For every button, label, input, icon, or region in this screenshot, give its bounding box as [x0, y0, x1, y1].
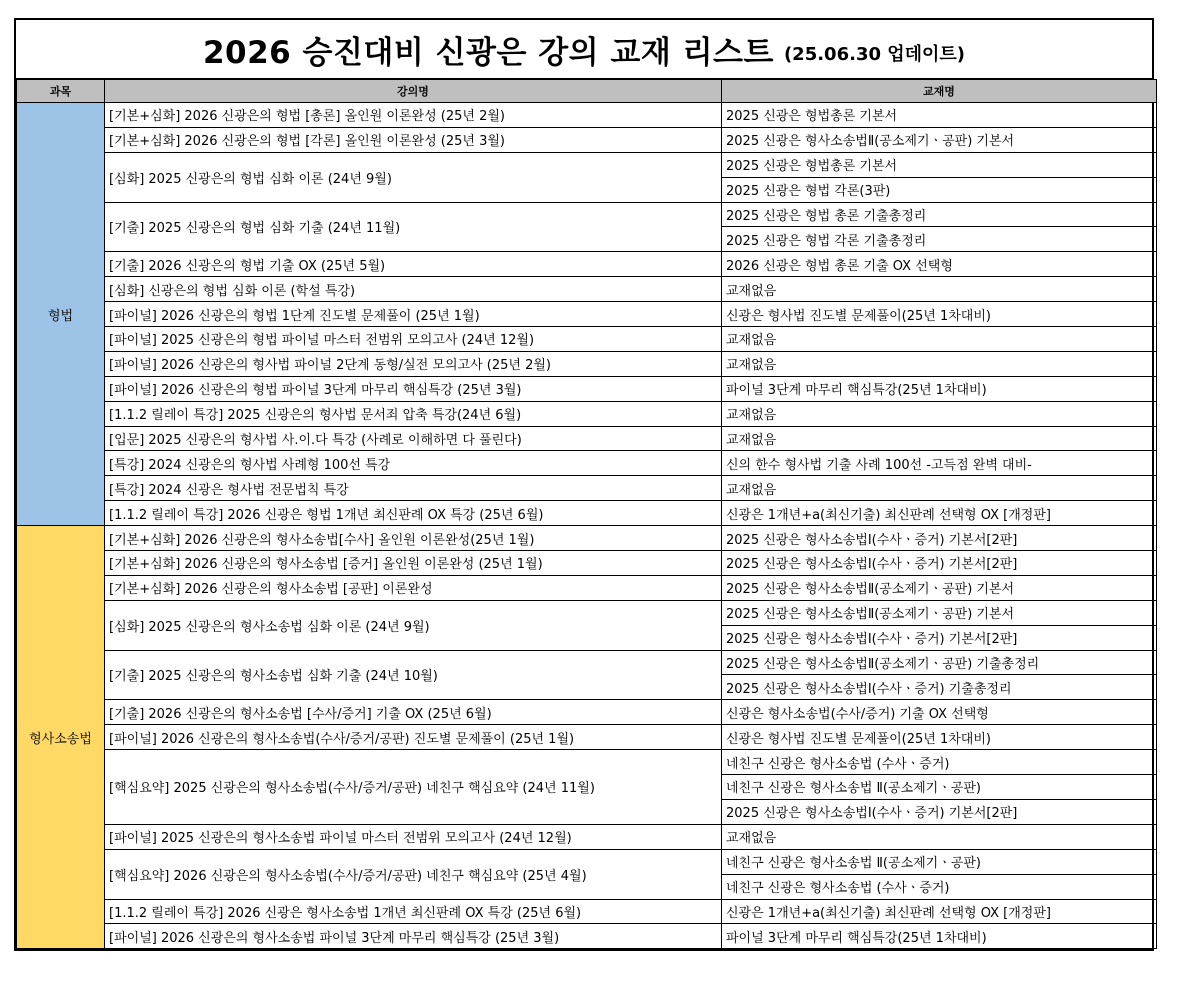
header-subject: 과목 — [17, 80, 105, 103]
lecture-name-cell: [기출] 2026 신광은의 형사소송법 [수사/증거] 기출 OX (25년 6월) — [105, 700, 722, 725]
book-name-cell: 신광은 형사법 진도별 문제풀이(25년 1차대비) — [722, 302, 1157, 327]
table-row — [17, 824, 1157, 849]
table-row — [17, 401, 1157, 426]
lecture-name-cell: [심화] 신광은의 형법 심화 이론 (학설 특강) — [105, 277, 722, 302]
lecture-name-cell: [핵심요약] 2026 신광은의 형사소송법(수사/증거/공판) 네친구 핵심요약 (25년 4월) — [105, 849, 722, 899]
book-name-cell: 2025 신광은 형사소송법Ⅱ(공소제기ㆍ공판) 기본서 — [722, 127, 1157, 152]
lecture-name-cell: [입문] 2025 신광은의 형사법 사.이.다 특강 (사례로 이해하면 다 풀린다) — [105, 426, 722, 451]
table-row — [17, 252, 1157, 277]
lecture-name-cell: [특강] 2024 신광은 형사법 전문법칙 특강 — [105, 476, 722, 501]
lecture-name-cell: [특강] 2024 신광은의 형사법 사례형 100선 특강 — [105, 451, 722, 476]
book-name-cell: 교재없음 — [722, 277, 1157, 302]
lecture-name-cell: [기본+심화] 2026 신광은의 형사소송법[수사] 올인원 이론완성(25년 1월) — [105, 526, 722, 551]
book-name-cell: 교재없음 — [722, 476, 1157, 501]
lecture-name-cell: [파이널] 2026 신광은의 형사법 파이널 2단계 동형/실전 모의고사 (25년 2월) — [105, 351, 722, 376]
lecture-name-cell: [파이널] 2026 신광은의 형사소송법 파이널 3단계 마무리 핵심특강 (25년 3월) — [105, 924, 722, 949]
subject-cell: 형사소송법 — [17, 526, 105, 949]
table-row — [17, 376, 1157, 401]
table-row — [17, 152, 1157, 177]
lecture-name-cell: [핵심요약] 2025 신광은의 형사소송법(수사/증거/공판) 네친구 핵심요약 (24년 11월) — [105, 750, 722, 825]
book-name-cell: 교재없음 — [722, 401, 1157, 426]
book-name-cell: 2025 신광은 형사소송법Ⅰ(수사ㆍ증거) 기본서[2판] — [722, 799, 1157, 824]
lecture-table — [16, 79, 1157, 949]
lecture-name-cell: [기본+심화] 2026 신광은의 형사소송법 [증거] 올인원 이론완성 (25년 1월) — [105, 551, 722, 576]
book-name-cell: 파이널 3단계 마무리 핵심특강(25년 1차대비) — [722, 376, 1157, 401]
book-name-cell: 2025 신광은 형법 각론(3판) — [722, 177, 1157, 202]
book-name-cell: 2026 신광은 형법 총론 기출 OX 선택형 — [722, 252, 1157, 277]
table-row — [17, 575, 1157, 600]
book-name-cell: 2025 신광은 형법 총론 기출총정리 — [722, 202, 1157, 227]
book-name-cell: 2025 신광은 형사소송법Ⅱ(공소제기ㆍ공판) 기본서 — [722, 575, 1157, 600]
lecture-name-cell: [1.1.2 릴레이 특강] 2025 신광은의 형사법 문서죄 압축 특강(24년 6월) — [105, 401, 722, 426]
book-name-cell: 네친구 신광은 형사소송법 Ⅱ(공소제기ㆍ공판) — [722, 849, 1157, 874]
lecture-name-cell: [기본+심화] 2026 신광은의 형법 [총론] 올인원 이론완성 (25년 2월) — [105, 103, 722, 128]
update-date: (25.06.30 업데이트) — [783, 44, 966, 65]
table-row — [17, 600, 1157, 625]
table-row — [17, 476, 1157, 501]
table-row — [17, 551, 1157, 576]
lecture-name-cell: [심화] 2025 신광은의 형법 심화 이론 (24년 9월) — [105, 152, 722, 202]
page-title: 2026 승진대비 신광은 강의 교재 리스트 — [202, 34, 774, 71]
book-name-cell: 교재없음 — [722, 824, 1157, 849]
book-name-cell: 네친구 신광은 형사소송법 Ⅱ(공소제기ㆍ공판) — [722, 775, 1157, 800]
table-row — [17, 899, 1157, 924]
table-row — [17, 351, 1157, 376]
book-name-cell: 파이널 3단계 마무리 핵심특강(25년 1차대비) — [722, 924, 1157, 949]
table-row — [17, 526, 1157, 551]
lecture-name-cell: [파이널] 2026 신광은의 형법 1단계 진도별 문제풀이 (25년 1월) — [105, 302, 722, 327]
lecture-name-cell: [기본+심화] 2026 신광은의 형법 [각론] 올인원 이론완성 (25년 3월) — [105, 127, 722, 152]
lecture-name-cell: [1.1.2 릴레이 특강] 2026 신광은 형사소송법 1개년 최신판례 OX 특강 (25년 6월) — [105, 899, 722, 924]
book-name-cell: 2025 신광은 형법 각론 기출총정리 — [722, 227, 1157, 252]
title-bar — [16, 20, 1152, 79]
lecture-name-cell: [파이널] 2025 신광은의 형법 파이널 마스터 전범위 모의고사 (24년 12월) — [105, 327, 722, 352]
book-name-cell: 2025 신광은 형사소송법Ⅱ(공소제기ㆍ공판) 기출총정리 — [722, 650, 1157, 675]
table-row — [17, 924, 1157, 949]
table-row — [17, 103, 1157, 128]
lecture-name-cell: [파이널] 2026 신광은의 형법 파이널 3단계 마무리 핵심특강 (25년 3월) — [105, 376, 722, 401]
book-name-cell: 네친구 신광은 형사소송법 (수사ㆍ증거) — [722, 874, 1157, 899]
lecture-book-sheet — [14, 18, 1154, 951]
table-row — [17, 327, 1157, 352]
lecture-name-cell: [파이널] 2026 신광은의 형사소송법(수사/증거/공판) 진도별 문제풀이 (25년 1월) — [105, 725, 722, 750]
table-row — [17, 725, 1157, 750]
lecture-name-cell: [1.1.2 릴레이 특강] 2026 신광은 형법 1개년 최신판례 OX 특강 (25년 6월) — [105, 501, 722, 526]
table-body — [17, 103, 1157, 949]
table-row — [17, 302, 1157, 327]
header-lecture: 강의명 — [105, 80, 722, 103]
book-name-cell: 2025 신광은 형사소송법Ⅰ(수사ㆍ증거) 기본서[2판] — [722, 625, 1157, 650]
book-name-cell: 신의 한수 형사법 기출 사례 100선 -고득점 완벽 대비- — [722, 451, 1157, 476]
book-name-cell: 신광은 형사소송법(수사/증거) 기출 OX 선택형 — [722, 700, 1157, 725]
book-name-cell: 신광은 1개년+a(최신기출) 최신판례 선택형 OX [개정판] — [722, 899, 1157, 924]
book-name-cell: 교재없음 — [722, 327, 1157, 352]
book-name-cell: 네친구 신광은 형사소송법 (수사ㆍ증거) — [722, 750, 1157, 775]
table-row — [17, 750, 1157, 775]
book-name-cell: 2025 신광은 형사소송법Ⅰ(수사ㆍ증거) 기본서[2판] — [722, 526, 1157, 551]
book-name-cell: 교재없음 — [722, 426, 1157, 451]
table-row — [17, 849, 1157, 874]
table-row — [17, 202, 1157, 227]
lecture-name-cell: [기본+심화] 2026 신광은의 형사소송법 [공판] 이론완성 — [105, 575, 722, 600]
table-row — [17, 127, 1157, 152]
header-book: 교재명 — [722, 80, 1157, 103]
lecture-name-cell: [기출] 2025 신광은의 형법 심화 기출 (24년 11월) — [105, 202, 722, 252]
table-row — [17, 650, 1157, 675]
table-row — [17, 426, 1157, 451]
table-row — [17, 451, 1157, 476]
book-name-cell: 2025 신광은 형사소송법Ⅰ(수사ㆍ증거) 기본서[2판] — [722, 551, 1157, 576]
book-name-cell: 교재없음 — [722, 351, 1157, 376]
book-name-cell: 2025 신광은 형법총론 기본서 — [722, 103, 1157, 128]
book-name-cell: 2025 신광은 형사소송법Ⅰ(수사ㆍ증거) 기출총정리 — [722, 675, 1157, 700]
book-name-cell: 신광은 1개년+a(최신기출) 최신판례 선택형 OX [개정판] — [722, 501, 1157, 526]
book-name-cell: 신광은 형사법 진도별 문제풀이(25년 1차대비) — [722, 725, 1157, 750]
lecture-name-cell: [기출] 2025 신광은의 형사소송법 심화 기출 (24년 10월) — [105, 650, 722, 700]
table-row — [17, 700, 1157, 725]
book-name-cell: 2025 신광은 형법총론 기본서 — [722, 152, 1157, 177]
table-row — [17, 277, 1157, 302]
book-name-cell: 2025 신광은 형사소송법Ⅱ(공소제기ㆍ공판) 기본서 — [722, 600, 1157, 625]
lecture-name-cell: [파이널] 2025 신광은의 형사소송법 파이널 마스터 전범위 모의고사 (24년 12월) — [105, 824, 722, 849]
header-row — [17, 80, 1157, 103]
table-row — [17, 501, 1157, 526]
lecture-name-cell: [심화] 2025 신광은의 형사소송법 심화 이론 (24년 9월) — [105, 600, 722, 650]
subject-cell: 형법 — [17, 103, 105, 526]
lecture-name-cell: [기출] 2026 신광은의 형법 기출 OX (25년 5월) — [105, 252, 722, 277]
